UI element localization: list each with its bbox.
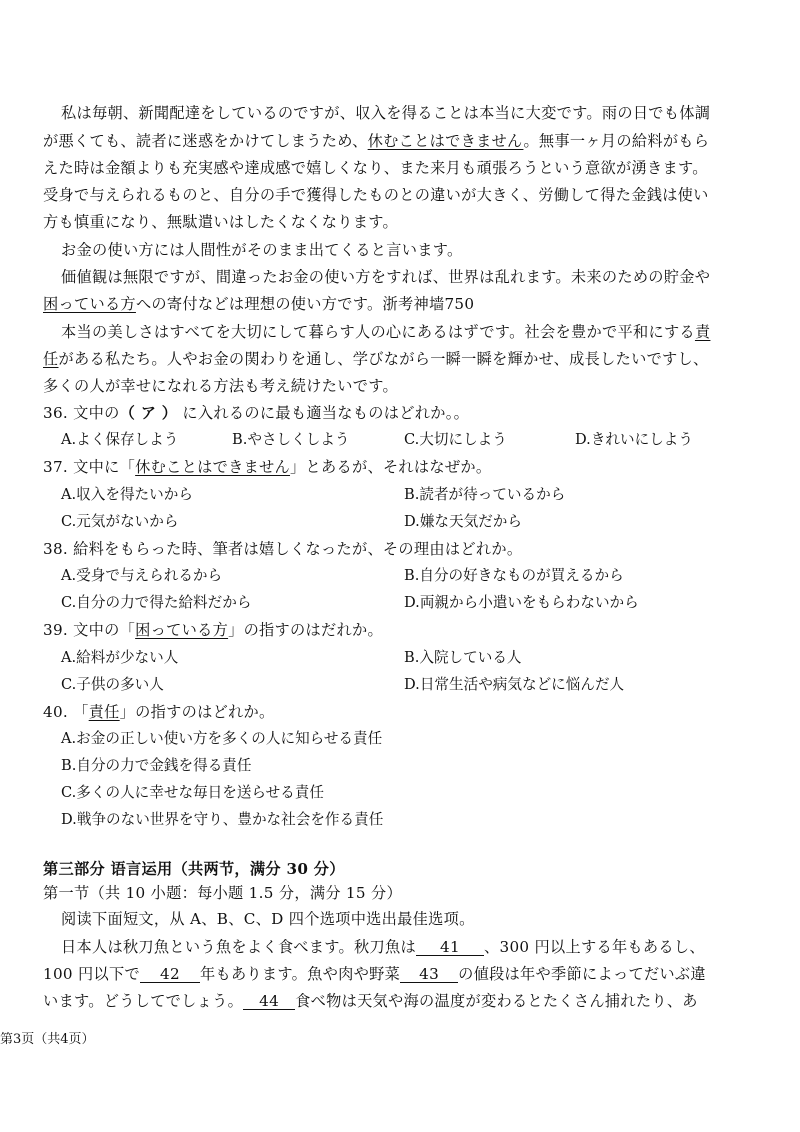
question-40-stem: 40. 「責任」の指すのはどれか。 <box>43 703 275 721</box>
q40-option-a[interactable]: A.お金の正しい使い方を多くの人に知らせる責任 <box>61 730 383 747</box>
q38-option-d[interactable]: D.両親から小遣いをもらわないから <box>404 594 639 611</box>
q39-option-c[interactable]: C.子供の多い人 <box>61 676 164 693</box>
cloze-line: 100 円以下で 42 年もあります。魚や肉や野菜 43 の値段は年や季節によってだいぶ違 <box>43 965 706 983</box>
q39-option-b[interactable]: B.入院している人 <box>404 649 522 666</box>
part3-heading: 第三部分 语言运用（共两节，满分 30 分） <box>43 860 345 878</box>
passage-line: が悪くても、読者に迷惑をかけてしまうため、休むことはできません。無事一ヶ月の給料がもら <box>43 132 710 150</box>
q39-option-a[interactable]: A.給料が少ない人 <box>61 649 179 666</box>
q40-option-c[interactable]: C.多くの人に幸せな毎日を送らせる責任 <box>61 784 324 801</box>
q38-option-b[interactable]: B.自分の好きなものが買えるから <box>404 567 624 584</box>
question-37-stem: 37. 文中に「休むことはできません」とあるが、それはなぜか。 <box>43 458 492 476</box>
question-38-stem: 38. 給料をもらった時、筆者は嬉しくなったが、その理由はどれか。 <box>43 540 523 558</box>
passage-line: 困っている方への寄付などは理想の使い方です。浙考神墙750 <box>43 295 475 313</box>
instruction: 阅读下面短文，从 A、B、C、D 四个选项中选出最佳选项。 <box>61 910 475 928</box>
q36-option-d[interactable]: D.きれいにしよう <box>575 431 693 448</box>
question-39-stem: 39. 文中の「困っている方」の指すのはだれか。 <box>43 621 383 639</box>
q36-option-a[interactable]: A.よく保存しよう <box>61 431 179 448</box>
blank-a-marker: （ ア ） <box>119 404 178 422</box>
blank-44[interactable]: 44 <box>243 993 295 1010</box>
q37-option-a[interactable]: A.収入を得たいから <box>61 486 193 503</box>
blank-43[interactable]: 43 <box>400 966 458 983</box>
q38-option-a[interactable]: A.受身で与えられるから <box>61 567 223 584</box>
cloze-line: 日本人は秋刀魚という魚をよく食べます。秋刀魚は 41 、300 円以上する年もあるし、 <box>61 938 705 956</box>
passage-line: 私は毎朝、新聞配達をしているのですが、収入を得ることは本当に大変です。雨の日でも体調 <box>61 104 711 122</box>
q40-option-b[interactable]: B.自分の力で金銭を得る責任 <box>61 757 252 774</box>
q39-option-d[interactable]: D.日常生活や病気などに悩んだ人 <box>404 676 625 693</box>
q37-option-d[interactable]: D.嫌な天気だから <box>404 513 522 530</box>
passage-line: 本当の美しさはすべてを大切にして暮らす人の心にあるはずです。社会を豊かで平和にする責 <box>61 323 711 341</box>
passage-line: 価値観は無限ですが、間違ったお金の使い方をすれば、世界は乱れます。未来のための貯金や <box>61 268 711 286</box>
q40-option-d[interactable]: D.戦争のない世界を守り、豊かな社会を作る責任 <box>61 811 384 828</box>
q37-option-c[interactable]: C.元気がないから <box>61 513 179 530</box>
q36-option-b[interactable]: B.やさしくしよう <box>232 431 350 448</box>
passage-line: 多くの人が幸せになれる方法も考え続けたいです。 <box>43 377 398 395</box>
passage-line: えた時は金額よりも充実感や達成感で嬉しくなり、また来月も頑張ろうという意欲が湧きます。 <box>43 159 708 177</box>
section-heading: 第一节（共 10 小题：每小题 1.5 分，满分 15 分） <box>43 884 402 902</box>
underlined-phrase-yasumu: 休むことはできません <box>367 132 524 150</box>
underlined-phrase-sekinin: 任 <box>43 350 59 368</box>
blank-42[interactable]: 42 <box>140 966 200 983</box>
passage-line: お金の使い方には人間性がそのまま出てくると言います。 <box>61 241 463 259</box>
passage-line: 受身で与えられるものと、自分の手で獲得したものとの違いが大きく、労働して得た金銭は使い <box>43 186 709 204</box>
underlined-phrase-komatte: 困っている方 <box>43 295 136 313</box>
passage-line: 方も慎重になり、無駄遣いはしたくなくなります。 <box>43 213 398 231</box>
question-36-stem: 36. 文中の（ ア ） に入れるのに最も適当なものはどれか。。 <box>43 404 470 422</box>
q37-option-b[interactable]: B.読者が待っているから <box>404 486 566 503</box>
q36-option-c[interactable]: C.大切にしよう <box>404 431 507 448</box>
blank-41[interactable]: 41 <box>416 939 484 956</box>
q38-option-c[interactable]: C.自分の力で得た給料だから <box>61 594 252 611</box>
page-footer: 第3页（共4页） <box>0 1032 95 1047</box>
cloze-line: います。どうしてでしょう。 44 食べ物は天気や海の温度が変わるとたくさん捕れたり、あ <box>43 992 698 1010</box>
underlined-phrase-sekinin: 責 <box>694 323 711 341</box>
passage-line: 任がある私たち。人やお金の関わりを通し、学びながら一瞬一瞬を輝かせ、成長したいですし、 <box>43 350 709 368</box>
